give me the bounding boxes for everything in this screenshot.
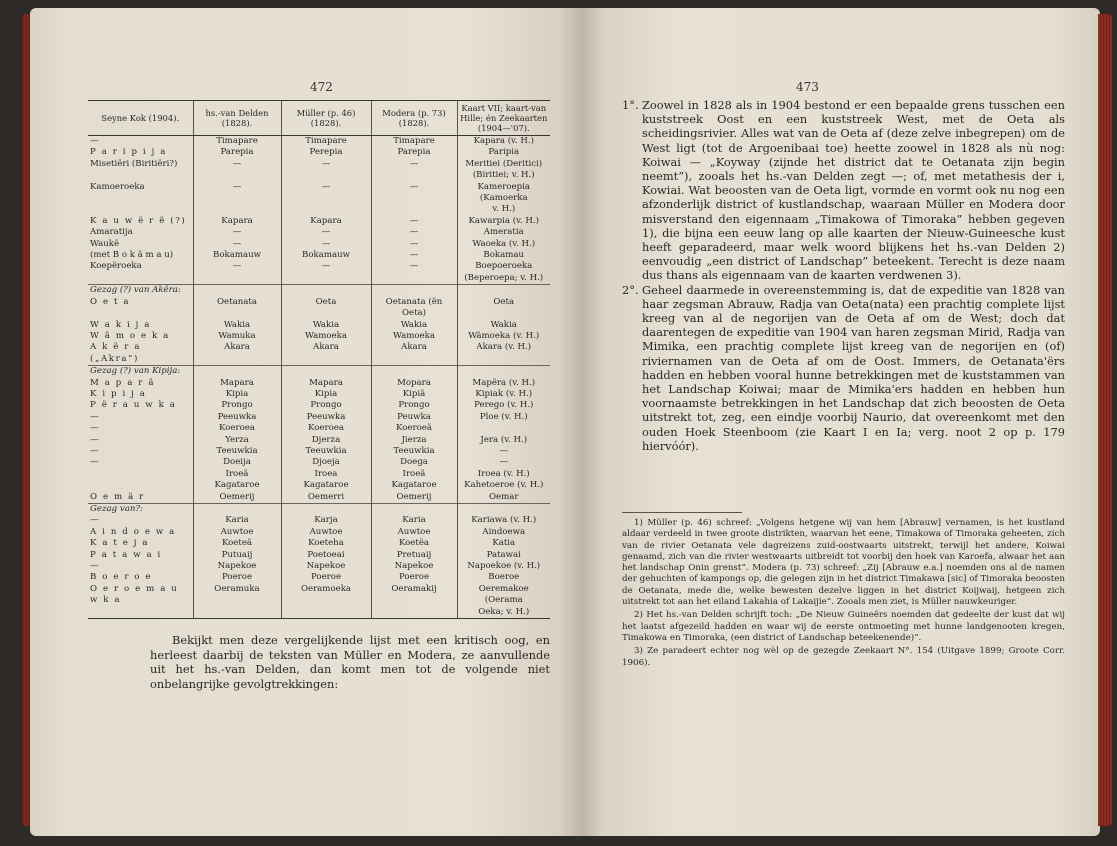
table-cell [281,170,371,181]
table-cell: Prongo [281,400,371,411]
table-cell [457,504,550,516]
table-cell: A k ë r a („Akra”) [90,342,142,364]
table-cell [371,273,457,285]
table-cell: Bokamau [457,250,550,261]
table-cell [88,273,193,285]
footnotes [622,518,1065,671]
footnote-2: 2) Het hs.-van Delden schrijft toch: „De Nieuw Guineërs noemden dat gedeelte der kust dat wij het laatst afgezeild hadden en waar wij de eerste ontmoeting met hunne landgenooten kregen, Timakowa en Timoraka, (een district of Landschap beteekenende)”. [622,610,1065,643]
table-row [88,170,550,181]
table-cell: Oemerij [371,492,457,504]
entry-text: Zoowel in 1828 als in 1904 bestond er een bepaalde grens tusschen een kuststreek Oost en een kuststreek West, met de Oeta als scheidingsrivier. Alles wat van de Oeta af (deze zelve inbegrepen) om de West ligt (tot de Argoenibaai toe) heette zoowel in 1828 als nù nog: Koiwai — „Koyway (zijnde het district dat te Oetanata zijn begin neemt”), zooals het hs.-van Delden zegt —; of, met metathesis der i, Kowiai. Wat beoosten van de Oeta ligt, vormde en vormt ook nu nog een afzonderlijk district of kustlandschap, waaraan Müller en Modera door misverstand den eigennaam „Timakowa of Timoraka” hebben gegeven 1), die bijna een eeuw lang op alle kaarten der Nieuw-Guineesche kust heeft geparadeerd, maar welk woord blijkens het hs.-van Delden 2) eenvoudig „een district of Landschap” beteekent. Terecht is deze naam dus thans als eigennaam van de kaarten verdwenen 3). [642,98,1065,283]
right-body [622,98,1065,453]
table-cell: Kagataroe [281,480,371,491]
entry-2 [622,283,1065,453]
table-cell: — [371,239,457,250]
table-row [88,273,550,285]
table-cell: Wamoeka [371,331,457,342]
table-cell: Doeija [193,457,281,468]
table-cell: Amaratija [90,227,133,238]
table-cell [88,469,193,480]
table-cell: — [371,261,457,272]
table-cell: Napekoe [281,561,371,572]
table-cell: Aindoewa [457,527,550,538]
entry-1 [622,98,1065,283]
table-cell [193,285,281,297]
table-cell: — [193,239,281,250]
table-cell: Peuwka [371,412,457,423]
table-row [88,527,550,538]
table-row [88,239,550,250]
table-cell: Meritiei (Deritici) [457,159,550,170]
table-cell: Teeuwkia [281,446,371,457]
table-cell [371,366,457,378]
table-cell: Waoeka (v. H.) [457,239,550,250]
table-cell: — [371,250,457,261]
table-cell: Oemerij [193,492,281,504]
table-cell: W a k i j a [90,319,151,330]
table-row [88,297,550,320]
table-cell: Oeramakij [371,584,457,607]
table-cell: Oeta [457,297,550,320]
table-cell: Putuaij [193,550,281,561]
table-cell: Kapara (v. H.) [457,136,550,148]
table-cell: Kahetoeroe (v. H.) [457,480,550,491]
table-row [88,457,550,468]
table-row [88,389,550,400]
table-cell: A i n d o e w a [90,526,176,537]
table-cell [193,170,281,181]
table-row [88,136,550,148]
table-cell: Iroea [281,469,371,480]
table-cell: Wakia [457,320,550,331]
table-row [88,584,550,607]
table-cell: Koeroea [281,423,371,434]
table-cell [457,423,550,434]
table-cell: Oetanata [193,297,281,320]
table-cell: — [90,457,99,468]
table-row [88,515,550,526]
table-cell: P a t a w a i [90,549,162,560]
table-cell: Patawai [457,550,550,561]
table-row [88,285,550,297]
table-cell: Ameratia [457,227,550,238]
table-cell: Parepia [371,147,457,158]
table-cell: Gezag (?) van Kipija: [88,366,193,378]
table-cell: Perego (v. H.) [457,400,550,411]
table-header-row [88,101,550,136]
table-cell: Kariawa (v. H.) [457,515,550,526]
table-cell: — [90,561,99,572]
table-cell: O e r o e m a u w k a [90,583,179,606]
table-cell: Akara [371,342,457,365]
table-cell: Yerza [193,435,281,446]
table-cell: Wämoeka (v. H.) [457,331,550,342]
table-cell: Karia [371,515,457,526]
table-row [88,446,550,457]
table-cell [281,273,371,285]
table-cell: Oetanata (ën Oeta) [371,297,457,320]
table-cell [371,204,457,215]
table-row [88,423,550,434]
table-cell [457,285,550,297]
table-cell: — [281,261,371,272]
table-cell: Kapara [193,216,281,227]
table-cell: Ploe (v. H.) [457,412,550,423]
table-cell: Kagataroe [193,480,281,491]
column-header: Modera (p. 73) (1828). [371,101,457,136]
table-cell: — [371,227,457,238]
table-cell: Poetoeai [281,550,371,561]
table-cell: — [281,159,371,170]
table-cell: — [193,261,281,272]
table-row [88,331,550,342]
table-cell: — [371,159,457,170]
table-cell: Teeuwkia [371,446,457,457]
table-cell: O e m ä r [90,491,145,502]
table-cell [281,607,371,619]
table-cell [88,170,193,181]
table-cell: Pretuaij [371,550,457,561]
table-row [88,480,550,491]
table-row [88,320,550,331]
table-cell: Mapëra (v. H.) [457,378,550,389]
column-header: Seyne Kok (1904). [88,101,193,136]
table-row [88,412,550,423]
table-row [88,435,550,446]
table-row [88,400,550,411]
table-cell [88,480,193,491]
table-cell [457,366,550,378]
table-cell: (Biritiei; v. H.) [457,170,550,181]
table-row [88,147,550,158]
table-cell: Perepia [281,147,371,158]
table-cell: Oeramuka [193,584,281,607]
table-row [88,504,550,516]
table-row [88,607,550,619]
table-cell [193,366,281,378]
comparison-table [88,100,550,619]
table-row [88,492,550,504]
table-cell: Katia [457,538,550,549]
column-header: Kaart VII; kaart-van Hille; én Zeekaarten (1904—'07). [457,101,550,136]
table-cell [281,204,371,215]
table-cell [371,170,457,181]
page-number-right: 473 [796,80,819,94]
table-cell: — [90,423,99,434]
table-cell [193,273,281,285]
table-cell: Koeteä [193,538,281,549]
table-cell: Gezag van?: [88,504,193,516]
table-cell: Poeroe [371,572,457,583]
table-cell: Mopara [371,378,457,389]
entry-number: 1°. [622,98,639,112]
table-cell: Prongo [193,400,281,411]
table-cell: — [281,182,371,205]
table-cell: Paripia [457,147,550,158]
table-cell: Timapare [193,136,281,148]
table-cell: Parepia [193,147,281,158]
table-cell: Gezag (?) van Akëra: [88,285,193,297]
table-cell: Koetëa [371,538,457,549]
column-header: Müller (p. 46) (1828). [281,101,371,136]
table-cell: Bokamauw [193,250,281,261]
table-cell [88,204,193,215]
table-cell: — [90,136,99,146]
table-cell: (met B o k ä m a u) [90,250,174,261]
table-cell: Napoekoe (v. H.) [457,561,550,572]
table-row [88,366,550,378]
page-number-left: 472 [310,80,333,94]
table-cell: Doega [371,457,457,468]
table-cell: Kapara [281,216,371,227]
table-cell [371,504,457,516]
table-cell: Wakia [281,320,371,331]
table-cell: Kipiak (v. H.) [457,389,550,400]
table-cell: Wakia [371,320,457,331]
table-cell: — [281,239,371,250]
left-paragraph-text: Bekijkt men deze vergelijkende lijst met een kritisch oog, en herleest daarbij de teksten van Müller en Modera, ze aanvullende uit het hs.-van Delden, dan komt men tot de volgende niet onbelangrijke gevolgtrekkingen: [150,633,550,691]
table-row [88,216,550,227]
table-cell [371,285,457,297]
table-cell: Iroeä [371,469,457,480]
table-row [88,250,550,261]
table-row [88,538,550,549]
table-cell: Misetiëri (Biritiëri?) [90,158,178,169]
table-row [88,182,550,205]
table-cell: — [457,457,550,468]
table-row [88,469,550,480]
table-cell: Karia [193,515,281,526]
table-cell: Napekoe [193,561,281,572]
table-cell [193,204,281,215]
table-cell: Kagataroe [371,480,457,491]
table-cell: Wakia [193,320,281,331]
table-cell: — [90,411,99,422]
entry-text: Geheel daarmede in overeenstemming is, dat de expeditie van 1828 van haar zegsman Abrauw, Radja van Oeta(nata) een prachtig complete lijst kreeg van al de negorijen van de Oeta af om de West; doch dat daarentegen de expeditie van 1904 van haren zegsman Mirid, Radja van Mimika, een prachtig complete lijst kreeg van de negorijen en (of) riviernamen van de Oeta af om de Oost. Immers, de Oetanata'ërs hadden en hebben vooral hunne betrekkingen met de kuststammen van het Landschap Koiwai; maar de Mimika'ers hadden en hebben hun voornaamste betrekkingen in het Landschap dat zich beoosten de Oeta uitstrekt tot, zeg, een eindje voorbij Naurio, dat overeenkomt met den ouden Hoek Steenboom (zie Kaart I en Ia; verg. noot 2 op p. 179 hiervóór). [642,282,1065,453]
table-cell: Jierza [371,435,457,446]
table-cell: Kameroepia (Kamoerka [457,182,550,205]
table-cell: Oeka; v. H.) [457,607,550,619]
table-cell: Kipia [193,389,281,400]
footnote-3: 3) Ze paradeert echter nog wèl op de gezegde Zeekaart N°. 154 (Uitgave 1899; Groote Corr. 1906). [622,646,1065,668]
table-cell: Mapara [281,378,371,389]
table-cell: K a t e j a [90,538,150,549]
table-cell: Bokamauw [281,250,371,261]
table-cell: P ë r a u w k a [90,400,177,411]
table-cell: Auwtoe [281,527,371,538]
table-cell: Kipiä [371,389,457,400]
table-cell: Auwtoe [193,527,281,538]
table-cell: W ä m o e k a [90,330,170,341]
table-cell: Timapare [371,136,457,148]
table-row [88,378,550,389]
table-cell: Waukë [90,238,120,249]
table-body [88,136,550,619]
table-cell: Teeuwkia [193,446,281,457]
table-cell: Oemerri [281,492,371,504]
table-cell: — [281,227,371,238]
table-cell: Djerza [281,435,371,446]
table-row [88,342,550,365]
table-cell [88,607,193,619]
table-cell [193,607,281,619]
table-cell: Kamoeroeka [90,181,145,192]
table-cell: Iroea (v. H.) [457,469,550,480]
table-cell: Akara (v. H.) [457,342,550,365]
table-cell: Prongo [371,400,457,411]
table-row [88,227,550,238]
table-cell: Mapara [193,378,281,389]
table-cell: Kawarpia (v. H.) [457,216,550,227]
table-cell: B o e r o e [90,572,153,583]
table-cell: Wamuka [193,331,281,342]
footnote-1: 1) Müller (p. 46) schreef: „Volgens hetgene wij van hem [Abrauw] vernamen, is het kustland aldaar verdeeld in twee groote distrikten, waarvan het eene, Timakowa of Timoraka geheeten, zich van de rivier Oetanata vele dagreizens zuid-oostwaarts uitstrekt, terwijl het andere, Koiwai genaamd, zich van die rivier westwaarts uitbreidt tot voorbij den hoek van Karoefa, alwaar het aan het landschap Onin grenst”. Modera (p. 73) schreef: „Zij [Abrauw e.a.] noemden ons al de namen der gehuchten of kampongs op, die gelegen zijn in het district Timakawa [sic] of Timoraka beoosten de Oetanata, mede die, welke bewesten dezelve liggen in het district Koijwaij, hetgeen zich uitstrekt tot aan het eiland Lakahia of Lakaijie”. Zooals men ziet, is Müller nauwkeuriger. [622,518,1065,608]
table-cell: Koeteha [281,538,371,549]
table-cell: Oemar [457,492,550,504]
table-cell: Timapare [281,136,371,148]
table-cell: Karja [281,515,371,526]
table-cell: K i p i j a [90,388,147,399]
table-cell: Oeramoeka [281,584,371,607]
table-cell: — [371,216,457,227]
table-cell: v. H.) [457,204,550,215]
table-cell [281,285,371,297]
table-row [88,261,550,272]
table-row [88,550,550,561]
table-cell: — [193,182,281,205]
left-paragraph [150,633,550,691]
table-cell: Wamoeka [281,331,371,342]
entry-number: 2°. [622,282,639,297]
table-row [88,204,550,215]
table-cell: — [193,159,281,170]
table-row [88,159,550,170]
table-cell: Jera (v. H.) [457,435,550,446]
table-cell: — [90,515,99,526]
table-cell [281,366,371,378]
column-header: hs.-van Delden (1828). [193,101,281,136]
table-cell: Boeroe [457,572,550,583]
table-cell [371,607,457,619]
table-row [88,561,550,572]
table-cell: K a u w ë r ë (?) [90,215,187,226]
table-cell: O e t a [90,296,131,307]
table-cell: Djoeja [281,457,371,468]
footnote-rule [622,512,742,513]
table-cell: — [371,182,457,205]
table-cell: Kipia [281,389,371,400]
table-cell: Napekoe [371,561,457,572]
table-cell: Poeroe [193,572,281,583]
table-cell: Poeroe [281,572,371,583]
table-row [88,572,550,583]
table-cell [193,504,281,516]
table-cell: — [457,446,550,457]
book-edge-right [1098,14,1112,826]
table-cell: (Beperoepa; v. H.) [457,273,550,285]
table-cell: M a p a r ä [90,377,156,388]
table-cell: Koeroeä [371,423,457,434]
table-cell [281,504,371,516]
table-cell: P a r i p i j a [90,147,167,158]
table-cell: Akara [193,342,281,365]
table-cell: Koeroea [193,423,281,434]
table-cell: — [90,434,99,445]
table-cell: Peeuwka [281,412,371,423]
table-cell: Oeta [281,297,371,320]
table-cell: Oeremakoe (Oerama [457,584,550,607]
table-cell: Peeuwka [193,412,281,423]
table-cell: — [193,227,281,238]
table-cell: Auwtoe [371,527,457,538]
table-cell: Iroeä [193,469,281,480]
table-cell: Koepëroeka [90,261,142,272]
table-cell: Akara [281,342,371,365]
table-cell: Boepoeroeka [457,261,550,272]
table-cell: — [90,445,99,456]
